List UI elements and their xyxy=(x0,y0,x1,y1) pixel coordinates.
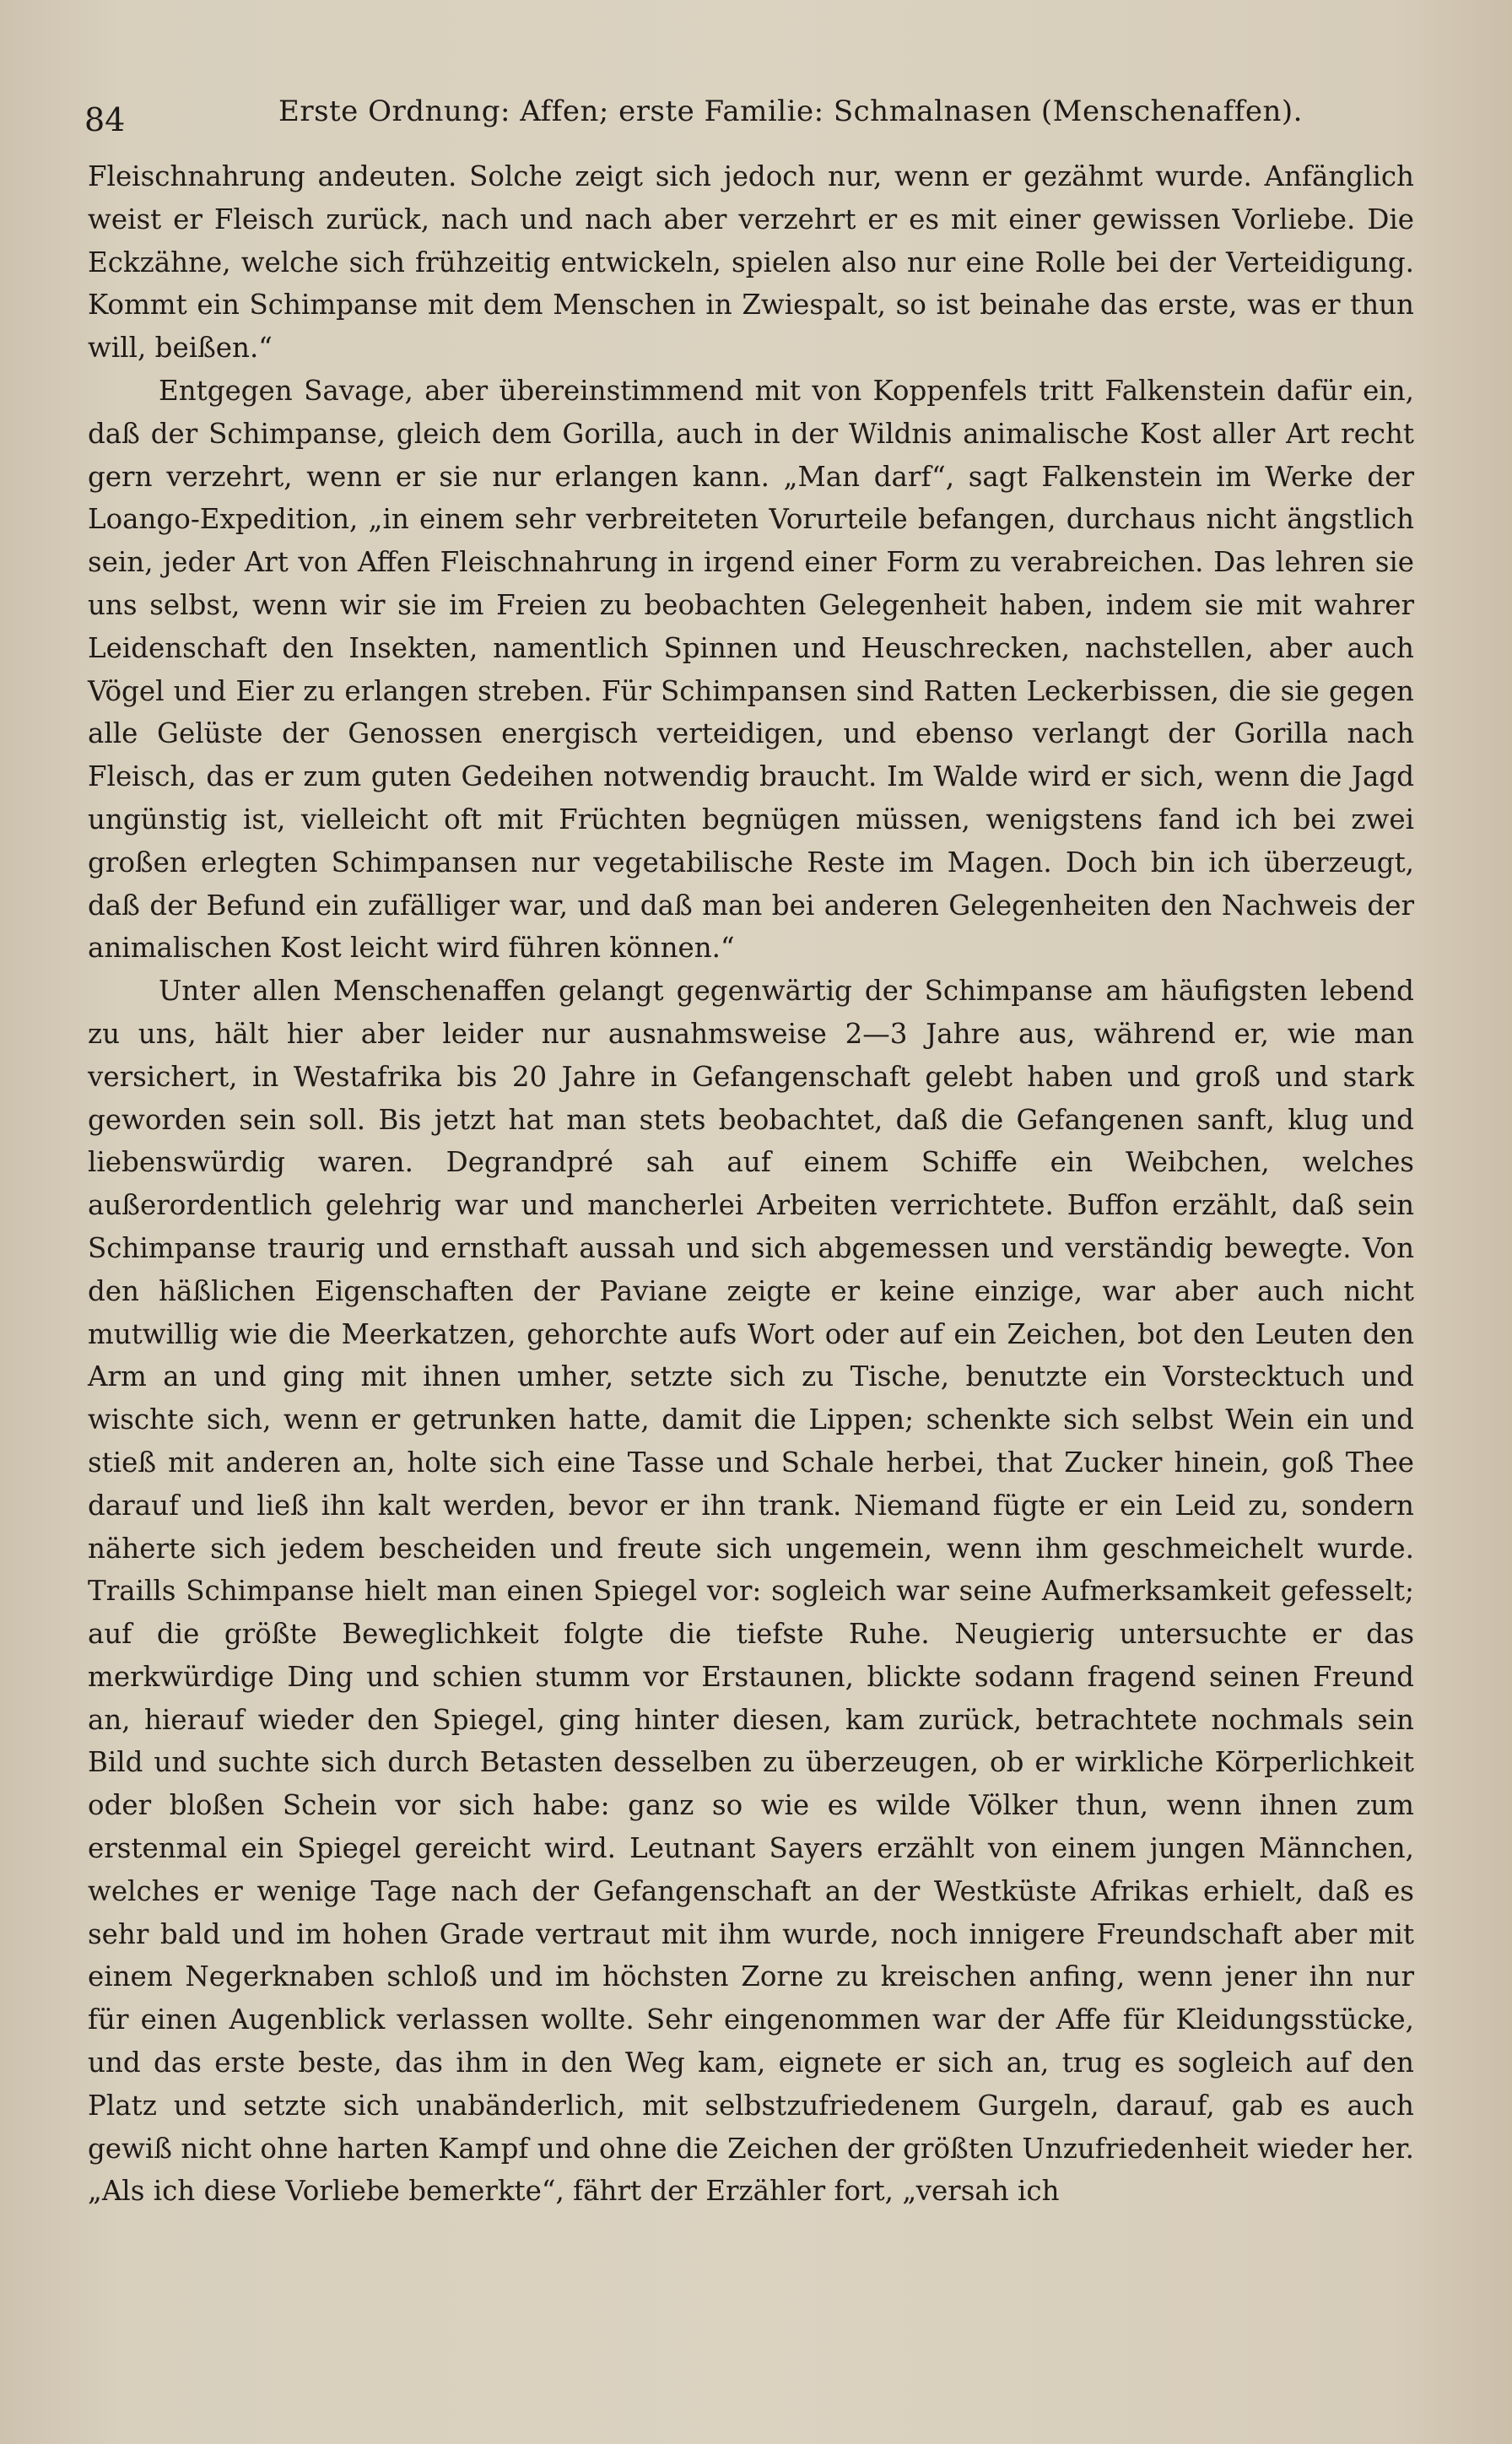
paragraph-1: Fleischnahrung andeuten. Solche zeigt sich jedoch nur, wenn er gezähmt wurde. Anfänglich weist er Fleisch zurück, nach und nach aber verzehrt er es mit einer gewissen Vorliebe. Die Eckzähne, welche sich frühzeitig entwickeln, spielen also nur eine Rolle bei der Verteidigung. Kommt ein Schimpanse mit dem Menschen in Zwiespalt, so ist beinahe das erste, was er thun will, beißen.“ xyxy=(88,160,1414,365)
running-title: Erste Ordnung: Affen; erste Familie: Schmalnasen (Menschenaffen). xyxy=(278,95,1303,128)
paragraph-3: Unter allen Menschenaffen gelangt gegenwärtig der Schimpanse am häufigsten lebend zu uns, hält hier aber leider nur ausnahmsweise 2—3 Jahre aus, während er, wie man versichert, in Westafrika bis 20 Jahre in Gefangenschaft gelebt haben und groß und stark geworden sein soll. Bis jetzt hat man stets beobachtet, daß die Gefangenen sanft, klug und liebenswürdig waren. Degrandpré sah auf einem Schiffe ein Weibchen, welches außerordentlich gelehrig war und mancherlei Arbeiten verrichtete. Buffon erzählt, daß sein Schimpanse traurig und ernsthaft aussah und sich abgemessen und verständig bewegte. Von den häßlichen Eigenschaften der Paviane zeigte er keine einzige, war aber auch nicht mutwillig wie die Meerkatzen, gehorchte aufs Wort oder auf ein Zeichen, bot den Leuten den Arm an und ging mit ihnen umher, setzte sich zu Tische, benutzte ein Vorstecktuch und wischte sich, wenn er getrunken hatte, damit die Lippen; schenkte sich selbst Wein ein und stieß mit anderen an, holte sich eine Tasse und Schale herbei, that Zucker hinein, goß Thee darauf und ließ ihn kalt werden, bevor er ihn trank. Niemand fügte er ein Leid zu, sondern näherte sich jedem bescheiden und freute sich ungemein, wenn ihm geschmeichelt wurde. Traills Schimpanse hielt man einen Spiegel vor: sogleich war seine Aufmerksamkeit gefesselt; auf die größte Beweglichkeit folgte die tiefste Ruhe. Neugierig untersuchte er das merkwürdige Ding und schien stumm vor Erstaunen, blickte sodann fragend seinen Freund an, hierauf wieder den Spiegel, ging hinter diesen, kam zurück, betrachtete nochmals sein Bild und suchte sich durch Betasten desselben zu überzeugen, ob er wirkliche Körperlichkeit oder bloßen Schein vor sich habe: ganz so wie es wilde Völker thun, wenn ihnen zum erstenmal ein Spiegel gereicht wird. Leutnant Sayers erzählt von einem jungen Männchen, welches er wenige Tage nach der Gefangenschaft an der Westküste Afrikas erhielt, daß es sehr bald und im hohen Grade vertraut mit ihm wurde, noch innigere Freundschaft aber mit einem Negerknaben schloß und im höchsten Zorne zu kreischen anfing, wenn jener ihn nur für einen Augenblick verlassen wollte. Sehr eingenommen war der Affe für Kleidungsstücke, und das erste beste, das ihm in den Weg kam, eignete er sich an, trug es sogleich auf den Platz und setzte sich unabänderlich, mit selbstzufriedenem Gurgeln, darauf, gab es auch gewiß nicht ohne harten Kampf und ohne die Zeichen der größten Unzufriedenheit wieder her. „Als ich diese Vorliebe bemerkte“, fährt der Erzähler fort, „versah ich xyxy=(88,975,1414,2208)
page-header xyxy=(84,95,1418,154)
page-number: 84 xyxy=(84,101,126,138)
paragraph-2: Entgegen Savage, aber übereinstimmend mit von Koppenfels tritt Falkenstein dafür ein, daß der Schimpanse, gleich dem Gorilla, auch in der Wildnis animalische Kost aller Art recht gern verzehrt, wenn er sie nur erlangen kann. „Man darf“, sagt Falkenstein im Werke der Loango-Expedition, „in einem sehr verbreiteten Vorurteile befangen, durchaus nicht ängstlich sein, jeder Art von Affen Fleischnahrung in irgend einer Form zu verabreichen. Das lehren sie uns selbst, wenn wir sie im Freien zu beobachten Gelegenheit haben, indem sie mit wahrer Leidenschaft den Insekten, namentlich Spinnen und Heuschrecken, nachstellen, aber auch Vögel und Eier zu erlangen streben. Für Schimpansen sind Ratten Leckerbissen, die sie gegen alle Gelüste der Genossen energisch verteidigen, und ebenso verlangt der Gorilla nach Fleisch, das er zum guten Gedeihen notwendig braucht. Im Walde wird er sich, wenn die Jagd ungünstig ist, vielleicht oft mit Früchten begnügen müssen, wenigstens fand ich bei zwei großen erlegten Schimpansen nur vegetabilische Reste im Magen. Doch bin ich überzeugt, daß der Befund ein zufälliger war, und daß man bei anderen Gelegenheiten den Nachweis der animalischen Kost leicht wird führen können.“ xyxy=(88,374,1414,965)
body-text xyxy=(88,155,1414,2213)
